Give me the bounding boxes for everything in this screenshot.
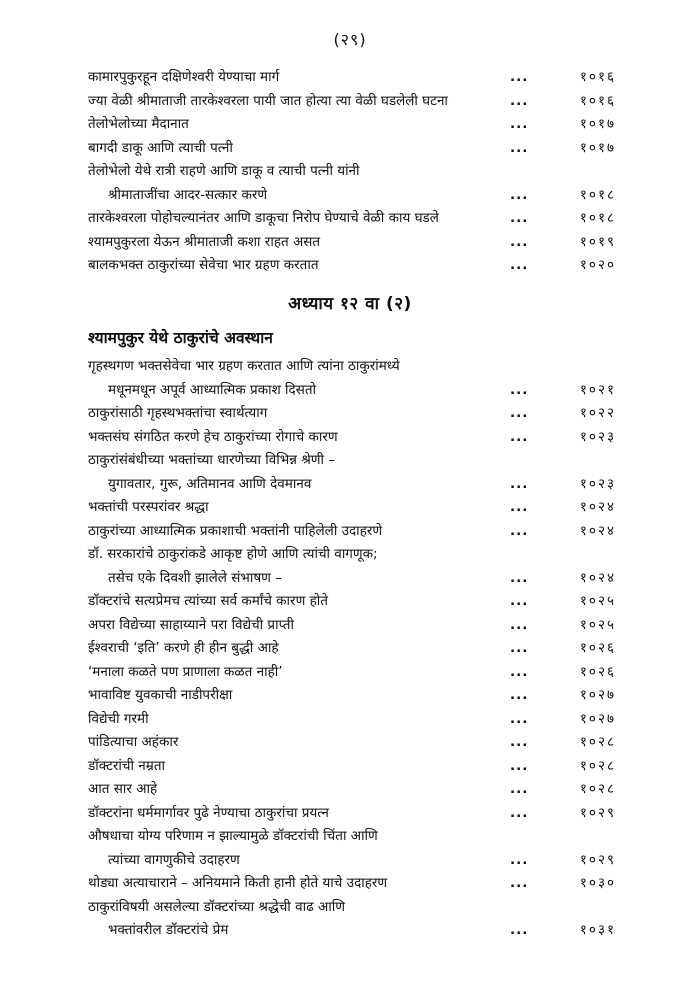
toc-page-number: १०२९	[579, 804, 616, 821]
toc-page-number: १०२५	[579, 616, 616, 633]
toc-page-number: १०२६	[579, 663, 616, 680]
toc-page-number: १०३०	[579, 875, 616, 891]
toc-page-number: १०२४	[579, 499, 616, 515]
toc-entry-title: ठाकुरांसाठी गृहस्थभक्तांचा स्वार्थत्याग	[88, 405, 268, 421]
toc-entry	[88, 708, 616, 732]
toc-entry-title: भक्तसंघ संगठित करणे हेच ठाकुरांच्या रोगाचे कारण	[88, 428, 338, 445]
toc-page-number: १०१७	[579, 139, 616, 156]
toc-entry-title: डॉ. सरकारांचे ठाकुरांकडे आकृष्ट होणे आणि त्यांची वागणूक;	[88, 546, 378, 562]
toc-leader-dots: ...	[510, 69, 529, 85]
toc-entry	[88, 426, 616, 450]
toc-leader-dots: ...	[510, 569, 529, 586]
toc-entry-title: भक्तांची परस्परांवर श्रद्धा	[88, 499, 209, 515]
toc-page-number: १०१७	[579, 116, 616, 132]
chapter-heading: अध्याय १२ वा (२)	[288, 294, 412, 314]
toc-entry	[88, 496, 616, 520]
toc-entry-title: श्यामपुकुरला येऊन श्रीमाताजी कशा राहत असत	[88, 233, 321, 250]
toc-leader-dots: ...	[510, 593, 529, 609]
toc-page-number: १०२४	[579, 569, 616, 586]
toc-leader-dots: ...	[510, 710, 529, 727]
toc-entry-title-continued: तसेच एके दिवशी झालेले संभाषण –	[108, 569, 282, 586]
toc-page-number: १०२५	[579, 593, 616, 609]
toc-entry-title: थोड्या अत्याचाराने – अनियमाने किती हानी होते याचे उदाहरण	[88, 875, 388, 891]
toc-entry	[88, 520, 616, 544]
toc-entry	[88, 755, 616, 779]
toc-page-number: १०२६	[579, 640, 616, 656]
toc-page-number: १०१९	[579, 233, 616, 250]
toc-entry	[88, 637, 616, 661]
toc-page-number: १०१६	[579, 92, 616, 109]
toc-leader-dots: ...	[510, 640, 529, 656]
toc-entry-title: डॉक्टरांना धर्ममार्गावर पुढे नेण्याचा ठाकुरांचा प्रयत्न	[88, 804, 329, 821]
toc-page-number: १०२८	[579, 757, 616, 774]
toc-entry-title: ठाकुरांसंबंधीच्या भक्तांच्या धारणेच्या विभिन्न श्रेणी –	[88, 452, 336, 468]
toc-page-number: १०२७	[579, 687, 616, 703]
toc-entry-title: तारकेश्वरला पोहोचल्यानंतर आणि डाकूचा निरोप घेण्याचे वेळी काय घडले	[88, 210, 439, 226]
toc-page-number: १०२३	[579, 428, 616, 445]
toc-leader-dots: ...	[510, 116, 529, 132]
toc-entry-title: डॉक्टरांची नम्रता	[88, 757, 166, 774]
toc-entry-title: अपरा विद्येच्या साहाय्याने परा विद्येची प्राप्ती	[88, 616, 294, 633]
toc-leader-dots: ...	[510, 687, 529, 703]
toc-page-number: १०२०	[579, 257, 616, 273]
page-number: (२९)	[333, 30, 367, 49]
toc-entry	[88, 543, 616, 590]
toc-entry	[88, 160, 616, 207]
toc-entry-title: ज्या वेळी श्रीमाताजी तारकेश्वरला पायी जात होत्या त्या वेळी घडलेली घटना	[88, 92, 448, 109]
toc-entry	[88, 207, 616, 231]
toc-page-number: १०२४	[579, 522, 616, 539]
toc-entry-title-continued: भक्तांवरील डॉक्टरांचे प्रेम	[108, 922, 229, 938]
toc-entry	[88, 254, 616, 278]
toc-entry	[88, 137, 616, 161]
toc-leader-dots: ...	[510, 922, 529, 938]
toc-entry	[88, 684, 616, 708]
toc-list-top	[88, 66, 616, 278]
toc-leader-dots: ...	[510, 405, 529, 421]
toc-page-number: १०२२	[579, 405, 616, 421]
toc-leader-dots: ...	[510, 92, 529, 109]
toc-entry	[88, 896, 616, 943]
toc-leader-dots: ...	[510, 616, 529, 633]
toc-page-number: १०२७	[579, 710, 616, 727]
toc-leader-dots: ...	[510, 804, 529, 821]
toc-entry-title: तेलोभेलो येथे रात्री राहणे आणि डाकू व त्याची पत्नी यांनी	[88, 163, 360, 179]
toc-entry-title: डॉक्टरांचे सत्यप्रेमच त्यांच्या सर्व कर्मांचे कारण होते	[88, 593, 328, 609]
toc-entry-title: गृहस्थगण भक्तसेवेचा भार ग्रहण करतात आणि त्यांना ठाकुरांमध्ये	[88, 358, 400, 374]
toc-leader-dots: ...	[510, 186, 529, 203]
toc-entry	[88, 614, 616, 638]
toc-entry-title: कामारपुकुरहून दक्षिणेश्वरी येण्याचा मार्ग	[88, 69, 280, 85]
toc-entry-title: आत सार आहे	[88, 781, 158, 797]
toc-entry-title-continued: श्रीमाताजींचा आदर-सत्कार करणे	[108, 186, 268, 203]
toc-page-number: १०२८	[579, 734, 616, 750]
toc-entry	[88, 231, 616, 255]
toc-entry	[88, 66, 616, 90]
toc-page-number: १०१६	[579, 69, 616, 85]
toc-entry-title-continued: युगावतार, गुरू, अतिमानव आणि देवमानव	[108, 475, 312, 492]
toc-leader-dots: ...	[510, 381, 529, 398]
toc-entry-title: ईश्वराची ‘इति’ करणे ही हीन बुद्धी आहे	[88, 640, 279, 656]
toc-leader-dots: ...	[510, 851, 529, 868]
toc-page-number: १०२३	[579, 475, 616, 492]
toc-entry-title-continued: मधूनमधून अपूर्व आध्यात्मिक प्रकाश दिसतो	[108, 381, 317, 398]
toc-leader-dots: ...	[510, 875, 529, 891]
toc-entry	[88, 778, 616, 802]
toc-page-number: १०१८	[579, 186, 616, 203]
toc-entry-title: बालकभक्त ठाकुरांच्या सेवेचा भार ग्रहण करतात	[88, 257, 319, 273]
toc-entry	[88, 355, 616, 402]
toc-entry-title: तेलोभेलोच्या मैदानात	[88, 116, 189, 132]
toc-leader-dots: ...	[510, 257, 529, 273]
toc-entry-title: ठाकुरांविषयी असलेल्या डॉक्टरांच्या श्रद्धेची वाढ आणि	[88, 898, 346, 915]
toc-entry-title: औषधाचा योग्य परिणाम न झाल्यामुळे डॉक्टरांची चिंता आणि	[88, 828, 378, 844]
toc-entry	[88, 590, 616, 614]
toc-entry	[88, 802, 616, 826]
toc-entry-title: विद्येची गरमी	[88, 710, 149, 727]
toc-leader-dots: ...	[510, 210, 529, 226]
toc-leader-dots: ...	[510, 475, 529, 492]
toc-page-number: १०२९	[579, 851, 616, 868]
toc-leader-dots: ...	[510, 428, 529, 445]
toc-page-number: १०२१	[579, 381, 616, 398]
toc-entry	[88, 661, 616, 685]
toc-entry	[88, 449, 616, 496]
toc-entry-title-continued: त्यांच्या वागणुकीचे उदाहरण	[108, 851, 240, 868]
toc-leader-dots: ...	[510, 734, 529, 750]
toc-entry-title: पांडित्याचा अहंकार	[88, 734, 179, 750]
toc-page-number: १०२८	[579, 781, 616, 797]
toc-entry	[88, 113, 616, 137]
toc-page-number: १०३१	[579, 922, 616, 938]
toc-entry	[88, 90, 616, 114]
toc-entry-title: भावाविष्ट युवकाची नाडीपरीक्षा	[88, 687, 233, 703]
toc-leader-dots: ...	[510, 522, 529, 539]
toc-entry-title: ठाकुरांच्या आध्यात्मिक प्रकाशाची भक्तांनी पाहिलेली उदाहरणे	[88, 522, 383, 539]
toc-entry	[88, 402, 616, 426]
toc-page-number: १०१८	[579, 210, 616, 226]
section-heading: श्यामपुकुर येथे ठाकुरांचे अवस्थान	[88, 329, 273, 347]
toc-entry-title: ‘मनाला कळते पण प्राणाला कळत नाही’	[88, 663, 283, 680]
toc-entry	[88, 825, 616, 872]
toc-entry	[88, 731, 616, 755]
toc-leader-dots: ...	[510, 499, 529, 515]
toc-leader-dots: ...	[510, 139, 529, 156]
toc-entry-title: बागदी डाकू आणि त्याची पत्नी	[88, 139, 233, 156]
toc-entry	[88, 872, 616, 896]
toc-leader-dots: ...	[510, 757, 529, 774]
toc-leader-dots: ...	[510, 663, 529, 680]
toc-list-bottom	[88, 355, 616, 943]
toc-leader-dots: ...	[510, 781, 529, 797]
toc-leader-dots: ...	[510, 233, 529, 250]
